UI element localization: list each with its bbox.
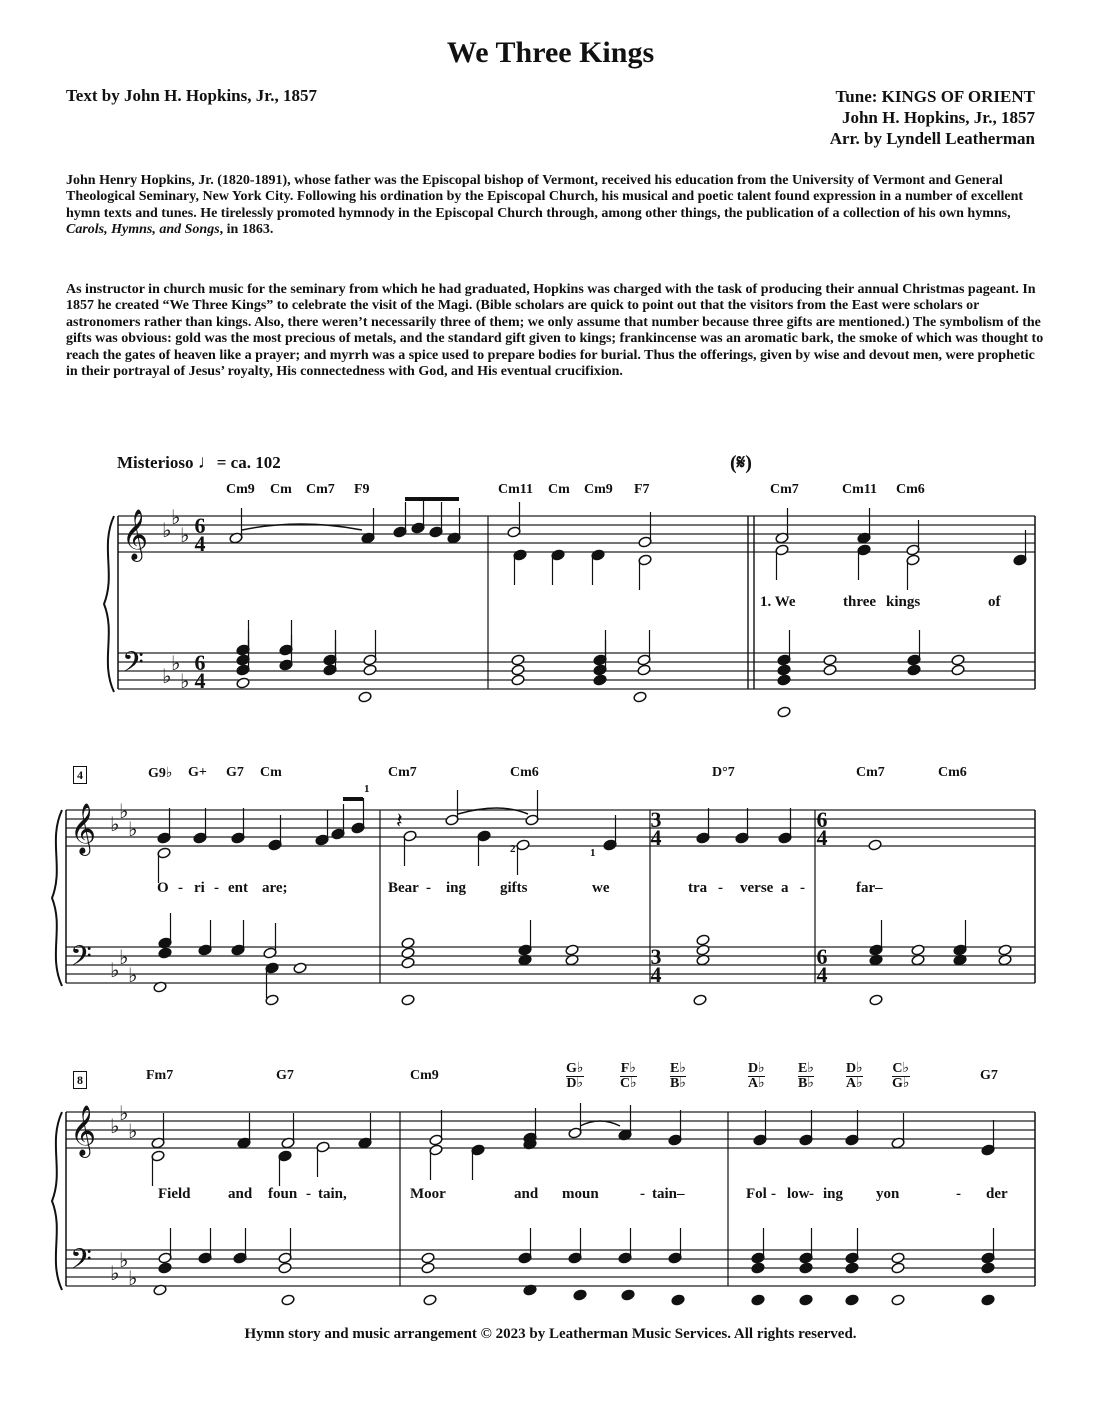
lyric-syllable: gifts xyxy=(500,880,528,896)
arranger: Arr. by Lyndell Leatherman xyxy=(829,129,1035,148)
lyric-syllable: of xyxy=(988,594,1001,610)
fingering: 2 xyxy=(510,843,516,855)
chord-symbol: Cm11 xyxy=(498,482,533,497)
lyric-syllable: - xyxy=(956,1186,961,1202)
brace-icon xyxy=(52,516,114,1290)
chord-symbol: Cm xyxy=(270,482,292,497)
notehead xyxy=(823,664,837,676)
time-signature-denominator: 4 xyxy=(650,825,662,850)
notehead xyxy=(363,664,377,676)
chord-symbol: G7 xyxy=(980,1068,998,1083)
notehead xyxy=(278,1262,292,1274)
bass-clef-icon: 𝄢 xyxy=(122,646,144,686)
notehead xyxy=(637,664,651,676)
notehead xyxy=(907,664,921,676)
notehead xyxy=(511,664,525,676)
chord-upper: C♭ xyxy=(892,1061,910,1076)
notehead xyxy=(799,1294,813,1306)
chord-symbol: Cm6 xyxy=(896,482,925,497)
notehead xyxy=(358,691,372,703)
chord-symbol xyxy=(798,1062,814,1091)
lyric-syllable: ri xyxy=(194,880,205,896)
flat-icon: ♭ xyxy=(119,1248,129,1272)
lyric-syllable: - xyxy=(809,1186,814,1202)
staff-lines xyxy=(66,516,1035,1286)
lyric-syllable: Fol xyxy=(746,1186,767,1202)
lyric-syllable: verse xyxy=(740,880,774,896)
brace-icon xyxy=(52,810,62,986)
flat-icon: ♭ xyxy=(119,1101,129,1125)
lyric-syllable: tain, xyxy=(318,1186,347,1202)
bass-clef-icon: 𝄢 xyxy=(70,1243,92,1283)
time-signatures xyxy=(195,513,828,987)
lyric-syllable: foun xyxy=(268,1186,298,1202)
flat-icon: ♭ xyxy=(162,664,172,688)
flat-icon: ♭ xyxy=(171,505,181,529)
text-credit: Text by John H. Hopkins, Jr., 1857 xyxy=(66,86,317,105)
story-paragraph-2: As instructor in church music for the seminary from which he had graduated, Hopkins was charged with the task of producing their annual Christmas pageant. In 1857 he created “We Three Kings” to celebrate the visit of the Magi. (Bible scholars are quick to point out that the visitors from the East were scholars or astronomers rather than kings. Also, there weren’t necessarily three of them; we only assume that number because three gifts are mentioned.) The symbolism of the gifts was obvious: gold was the most precious of metals, and the standard gift given to kings; frankincense was an aromatic bark, the smoke of which was thought to reach the gates of heaven like a prayer; and myrrh was a spice used to prepare bodies for burial. Thus the offerings, given by wise and devout men, were prophetic in their portrayal of Jesus’ royalty, His connectedness with God, and His eventual crucifixion. xyxy=(66,282,1044,380)
lyric-syllable: yon xyxy=(876,1186,900,1202)
chord-bass: C♭ xyxy=(620,1076,637,1091)
notehead xyxy=(293,962,307,974)
page-title: We Three Kings xyxy=(446,36,655,69)
chord-bass: D♭ xyxy=(566,1076,584,1091)
treble-clef-icon: 𝄞 xyxy=(122,509,149,560)
tie xyxy=(580,1121,620,1126)
fingering: 1 xyxy=(364,783,370,795)
chord-symbol: F9 xyxy=(354,482,370,497)
flat-icon: ♭ xyxy=(128,1119,138,1143)
chord-upper: E♭ xyxy=(798,1061,814,1076)
notehead xyxy=(158,1262,172,1274)
notehead xyxy=(593,674,607,686)
time-signature-numerator: 6 xyxy=(816,944,828,969)
flat-icon: ♭ xyxy=(119,945,129,969)
time-signature-numerator: 3 xyxy=(650,944,662,969)
tempo-value: = ca. 102 xyxy=(216,453,281,472)
lyric-syllable: der xyxy=(986,1186,1008,1202)
notehead xyxy=(981,1262,995,1274)
notehead xyxy=(891,1262,905,1274)
chord-symbol: D°7 xyxy=(712,765,735,780)
lyric-syllable: - xyxy=(426,880,431,896)
chord-symbol: Cm11 xyxy=(842,482,877,497)
lyric-syllable: we xyxy=(592,880,610,896)
bass-clef-icon: 𝄢 xyxy=(70,940,92,980)
lyric-syllable: O xyxy=(157,880,169,896)
notehead xyxy=(845,1262,859,1274)
barlines xyxy=(66,516,1035,1286)
notehead xyxy=(951,654,965,666)
notehead xyxy=(777,674,791,686)
lyric-syllable: tain– xyxy=(652,1186,685,1202)
chord-bass: A♭ xyxy=(846,1076,863,1091)
story-text-end: , in 1863. xyxy=(219,222,274,238)
notehead xyxy=(511,654,525,666)
lyric-syllable: tra xyxy=(688,880,708,896)
notehead xyxy=(421,1262,435,1274)
lyric-syllable: - xyxy=(214,880,219,896)
chord-upper: G♭ xyxy=(566,1061,584,1076)
flat-icon: ♭ xyxy=(110,1261,120,1285)
chord-upper: D♭ xyxy=(846,1061,863,1076)
time-signature-denominator: 4 xyxy=(816,825,828,850)
notehead xyxy=(891,1294,905,1306)
notehead xyxy=(891,1252,905,1264)
chord-symbol xyxy=(566,1062,584,1091)
notehead xyxy=(158,947,172,959)
notehead xyxy=(998,944,1012,956)
time-signature-denominator: 4 xyxy=(816,962,828,987)
notehead xyxy=(951,664,965,676)
notehead xyxy=(868,839,882,851)
lyric-syllable: low xyxy=(787,1186,810,1202)
tune-composer: John H. Hopkins, Jr., 1857 xyxy=(841,108,1035,127)
lyric-syllable: a xyxy=(781,880,789,896)
brace-icon xyxy=(104,516,114,692)
quarter-note-icon: ♩ xyxy=(197,452,217,473)
notehead xyxy=(845,1294,859,1306)
lyric-syllable: Bear xyxy=(388,880,419,896)
notehead xyxy=(777,706,791,718)
chord-symbol: Cm7 xyxy=(306,482,335,497)
chord-symbol: Cm7 xyxy=(856,765,885,780)
brace-icon xyxy=(52,1112,62,1290)
notehead xyxy=(696,934,710,946)
chord-symbol: F7 xyxy=(634,482,650,497)
notehead xyxy=(981,1294,995,1306)
chord-symbol: G7 xyxy=(226,765,244,780)
flat-icon: ♭ xyxy=(128,1266,138,1290)
lyric-syllable: - xyxy=(718,880,723,896)
chord-symbol: Cm9 xyxy=(226,482,255,497)
chord-symbol xyxy=(620,1062,637,1091)
notehead xyxy=(777,664,791,676)
flat-icon: ♭ xyxy=(180,669,190,693)
flat-icon: ♭ xyxy=(128,817,138,841)
notehead xyxy=(911,944,925,956)
tie xyxy=(458,808,528,814)
flat-icon: ♭ xyxy=(162,518,172,542)
treble-clef-icon: 𝄞 xyxy=(70,803,97,854)
story-text: John Henry Hopkins, Jr. (1820-1891), whose father was the Episcopal bishop of Vermont, received his education from the University of Vermont and General Theological Seminary, New York City. Following his ordination by the Episcopal Church, his musical and poetic talent found expression in a number of excellent hymn texts and tunes. He tirelessly promoted hymnody in the Episcopal Church through, among other things, the publication of a collection of his own hymns, xyxy=(66,173,1024,221)
lyric-syllable: and xyxy=(228,1186,253,1202)
notehead xyxy=(565,944,579,956)
time-signature-denominator: 4 xyxy=(194,531,206,556)
chord-symbol xyxy=(748,1062,765,1091)
chord-upper: F♭ xyxy=(620,1061,636,1076)
copyright: Hymn story and music arrangement © 2023 by Leatherman Music Services. All rights reserved. xyxy=(244,1326,857,1342)
chord-symbol: Cm7 xyxy=(388,765,417,780)
notehead xyxy=(869,994,883,1006)
chord-bass: G♭ xyxy=(892,1076,910,1091)
notehead xyxy=(401,994,415,1006)
chord-symbol: G9♭ xyxy=(148,766,173,781)
notehead xyxy=(751,1294,765,1306)
lyric-syllable: kings xyxy=(886,594,921,610)
measure-number: 4 xyxy=(73,766,87,784)
chord-symbol: Cm6 xyxy=(938,765,967,780)
lyric-syllable: - xyxy=(800,880,805,896)
time-signature-numerator: 6 xyxy=(194,650,206,675)
lyric-syllable: - xyxy=(640,1186,645,1202)
notehead xyxy=(281,1294,295,1306)
segno-icon: (𝄋) xyxy=(730,452,752,474)
time-signature-numerator: 6 xyxy=(816,807,828,832)
notehead xyxy=(751,1262,765,1274)
chord-symbol: Cm xyxy=(260,765,282,780)
lyric-syllable: - xyxy=(178,880,183,896)
notehead xyxy=(823,654,837,666)
flat-icon: ♭ xyxy=(180,523,190,547)
chord-symbol: G7 xyxy=(276,1068,294,1083)
book-title: Carols, Hymns, and Songs xyxy=(66,222,220,238)
time-signature-denominator: 4 xyxy=(194,668,206,693)
lyric-syllable: ing xyxy=(446,880,467,896)
notehead xyxy=(573,1289,587,1301)
chord-symbol: Cm xyxy=(548,482,570,497)
chord-symbol: Cm6 xyxy=(510,765,539,780)
lyric-syllable: far– xyxy=(856,880,883,896)
chord-symbol: Fm7 xyxy=(146,1068,174,1083)
flat-icon: ♭ xyxy=(128,963,138,987)
lyric-syllable: three xyxy=(843,594,877,610)
notehead xyxy=(671,1294,685,1306)
notehead xyxy=(511,674,525,686)
notes xyxy=(151,498,1027,1306)
lyric-syllable: Field xyxy=(158,1186,191,1202)
chord-symbol: Cm9 xyxy=(584,482,613,497)
chord-symbol: Cm9 xyxy=(410,1068,439,1083)
chord-bass: B♭ xyxy=(798,1076,814,1091)
measure-number: 8 xyxy=(73,1071,87,1089)
chord-symbol xyxy=(846,1062,863,1091)
flat-icon: ♭ xyxy=(171,651,181,675)
time-signature-denominator: 4 xyxy=(650,962,662,987)
chord-symbol: G+ xyxy=(188,765,207,780)
lyric-syllable: - xyxy=(771,1186,776,1202)
lyric-syllable: - xyxy=(306,1186,311,1202)
lyric-syllable: are; xyxy=(262,880,288,896)
notehead xyxy=(401,957,415,969)
lyric-syllable: and xyxy=(514,1186,539,1202)
tune-name: Tune: KINGS OF ORIENT xyxy=(835,87,1035,106)
lyric-syllable: ent xyxy=(228,880,248,896)
lyric-syllable: moun xyxy=(562,1186,599,1202)
key-signatures xyxy=(110,505,189,1290)
notehead xyxy=(236,677,250,689)
flat-icon: ♭ xyxy=(110,1114,120,1138)
notehead xyxy=(633,691,647,703)
lyric-syllable: Moor xyxy=(410,1186,446,1202)
notehead xyxy=(423,1294,437,1306)
notehead xyxy=(621,1289,635,1301)
chord-upper: D♭ xyxy=(748,1061,765,1076)
notehead xyxy=(401,947,415,959)
quarter-rest-icon: 𝄽 xyxy=(396,809,403,834)
chord-symbol: Cm7 xyxy=(770,482,799,497)
chord-bass: B♭ xyxy=(670,1076,686,1091)
lyric-syllable: 1. We xyxy=(760,594,796,610)
chord-symbol xyxy=(892,1062,910,1091)
notehead xyxy=(693,994,707,1006)
flat-icon: ♭ xyxy=(110,812,120,836)
flat-icon: ♭ xyxy=(119,799,129,823)
tempo-text: Misterioso xyxy=(117,453,194,472)
notehead xyxy=(696,944,710,956)
flat-icon: ♭ xyxy=(110,958,120,982)
notehead xyxy=(799,1262,813,1274)
time-signature-numerator: 6 xyxy=(194,513,206,538)
fingering: 1 xyxy=(590,847,596,859)
time-signature-numerator: 3 xyxy=(650,807,662,832)
chord-symbol xyxy=(670,1062,686,1091)
chord-bass: A♭ xyxy=(748,1076,765,1091)
treble-clef-icon: 𝄞 xyxy=(70,1105,97,1156)
notehead xyxy=(421,1252,435,1264)
chord-upper: E♭ xyxy=(670,1061,686,1076)
lyric-syllable: ing xyxy=(823,1186,844,1202)
